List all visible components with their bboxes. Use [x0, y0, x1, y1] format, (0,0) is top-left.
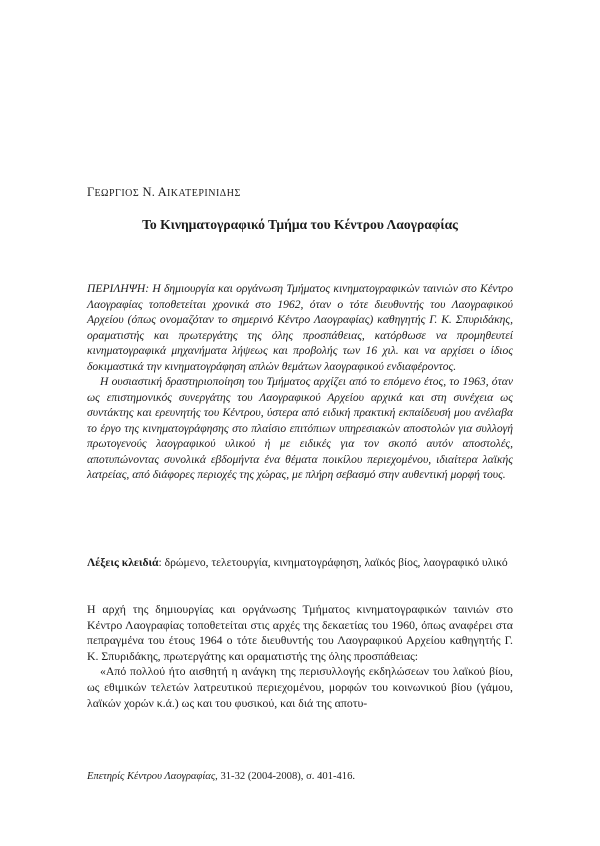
keywords-text: : δρώμενο, τελετουργία, κινηματογράφηση, λαϊκός βίος, λαογραφικό υλικό — [158, 556, 508, 569]
abstract-paragraph: Η ουσιαστική δραστηριοποίηση του Τμήματος αρχίζει από το επόμενο έτος, το 1963, όταν ως επιστημονικός συνεργάτης του Λαογραφικού Αρχείου αρχικά και στη συνέχεια ως συντάκτης και ερευνητής του Κέντρου, ύστερα από ειδική πρακτική εκπαίδευσή μου ανέλαβα το έργο της κινηματογράφησης στο πλαίσιο επιτόπιων υπηρεσιακών αποστολών για συλλογή πρωτογενούς λαογραφικού υλικού ή με ειδικές για τον σκοπό αυτόν αποστολές, αποτυπώνοντας συνολικά εβδομήντα ένα θέματα ποικίλου περιεχομένου, ιδιαίτερα λαϊκής λατρείας, από διάφορες περιοχές της χώρας, με πλήρη σεβασμό στην αυθεντική μορφή τους. — [87, 375, 513, 481]
footer-citation — [87, 771, 355, 782]
author-first-rest: ΕΩΡΓΙΟΣ — [94, 188, 140, 199]
body-paragraph: Η αρχή της δημιουργίας και οργάνωσης Τμήματος κινηματογραφικών ταινιών στο Κέντρο Λαογραφίας τοποθετείται στις αρχές της δεκαετίας του 1960, όπως αναφέρει στα πεπραγμένα του έτους 1964 ο τότε διευθυντής του Λαογραφικού Αρχείου καθηγητής Γ. Κ. Σπυριδάκης, πρωτεργάτης και οραματιστής της όλης προσπάθειας: — [87, 602, 513, 663]
abstract — [87, 281, 513, 483]
author-middle: Ν. — [142, 185, 156, 199]
author-initial: Γ — [87, 185, 95, 199]
author-last-initial: Α — [157, 185, 167, 199]
keywords — [87, 555, 513, 571]
journal-name: Επετηρίς Κέντρου Λαογραφίας — [87, 771, 216, 782]
author-last-rest: ΙΚΑΤΕΡΙΝΙΔΗΣ — [166, 188, 241, 199]
article-title: Το Κινηματογραφικό Τμήμα του Κέντρου Λαογραφίας — [142, 217, 458, 232]
citation-details: , 31-32 (2004-2008), σ. 401-416. — [215, 771, 356, 782]
abstract-paragraph: ΠΕΡΙΛΗΨΗ: Η δημιουργία και οργάνωση Τμήματος κινηματογραφικών ταινιών στο Κέντρο Λαογραφίας τοποθετείται χρονικά στο 1962, όταν ο τότε διευθυντής του Λαογραφικού Αρχείου (όπως ονομαζόταν το σημερινό Κέντρο Λαογραφίας) καθηγητής Γ. Κ. Σπυριδάκης, οραματιστής και πρωτεργάτης της όλης προσπάθειας, κατόρθωσε να προμηθευτεί κινηματογραφικά μηχανήματα λήψεως και προβολής των 16 χιλ. και να αρχίσει ο ίδιος δοκιμαστικά την κινηματογράφηση απλών θεμάτων λαογραφικού ενδιαφέροντος. — [87, 282, 513, 373]
author-name — [87, 185, 241, 200]
body-paragraph: «Από πολλού ήτο αισθητή η ανάγκη της περισυλλογής εκδηλώσεων του λαϊκού βίου, ως εθιμικών τελετών λατρευτικού περιεχομένου, μορφών του κοινωνικού βίου (γάμου, λαϊκών χορών κ.ά.) ως και του φυσικού, και διά της αποτυ- — [87, 664, 513, 710]
keywords-label: Λέξεις κλειδιά — [87, 556, 159, 569]
body-text — [87, 602, 513, 711]
